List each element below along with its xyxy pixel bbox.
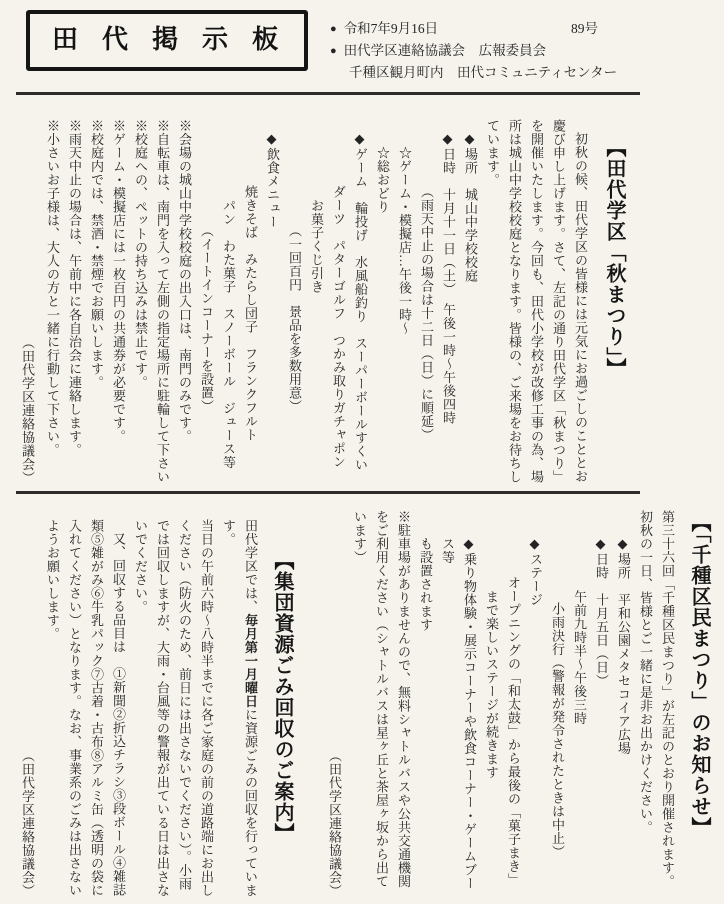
issue-number: 89号 [571,21,598,36]
issue-date-text: 令和7年9月16日 [343,21,439,36]
bullet-icon: ● [330,23,337,35]
recycling-title: 【集団資源ごみ回収のご案内】 [271,549,293,844]
recycling-paragraph-2: 当日の午前六時〜八時半までに各ご家庭の前の道路端にお出しください（防火のため、前日には出さないでください）。小雨では回収しますが、大雨・台風等の警報が出ている日は出さないでください。 [133,518,214,897]
autumn-schedule-dance-line: ☆総おどり [375,145,390,214]
section-divider [16,92,640,95]
section-divider [16,491,640,494]
ward-place-line: ◆場所 平和公園メタセコイア広場 [616,536,631,755]
autumn-festival-title: 【田代学区「秋まつり」】 [603,136,625,379]
autumn-note-item: ※雨天中止の場合は、午前中に各自治会に連絡します。 [67,118,82,457]
ward-intro-line-1: 第三十六回「千種区民まつり」が左記のとおり開催されます。 [660,509,675,888]
recycling-paragraph-1 [217,510,261,900]
recycling-paragraph-3: 又、回収する品目は ①新聞②折込チラシ③段ボール④雑誌類⑤雑がみ⑥牛乳パック⑦古着・古布⑧アルミ缶（透明の袋に入れてください）となります。なお、事業系のごみは出さないようお願いします。 [45,518,126,897]
autumn-food-menu-label: ◆飲食メニュー [265,131,280,229]
ward-signature: （田代学区連絡協議会） [327,749,342,898]
ward-time-line: 午前九時半〜午後三時 [572,589,587,725]
autumn-game-line-2: ダーツ パターゴルフ つかみ取りガチャポン [331,184,346,469]
autumn-note-item: ※小さいお子様は、大人の方と一緒に行動して下さい。 [45,118,60,457]
autumn-place-line: ◆場所 城山中学校校庭 [463,131,478,283]
ward-festival-title: 【「千種区民まつり」のお知らせ】 [688,511,710,838]
autumn-note-item: ※会場の城山中学校校庭の出入口は、南門のみです。 [177,118,192,443]
ward-booth-line-2: も設置されます [418,536,433,632]
issue-date [330,18,438,40]
header-org-line [330,40,642,62]
org-text: 田代学区連絡協議会 広報委員会 [343,42,547,58]
recycling-p1-bold: 毎月第一月曜日 [243,613,258,708]
section-autumn-festival [10,97,641,489]
section-bottom [10,496,724,904]
autumn-datetime-line: ◆日時 十月十一日（土） 午後一時〜午後四時 [441,131,456,425]
autumn-note-item: ※校庭への、ペットの持ち込みは禁止です。 [133,118,148,389]
masthead-box [26,10,308,71]
header-info [330,10,642,84]
autumn-schedule-game-line: ☆ゲーム・模擬店…午後一時〜 [397,145,412,335]
ward-date-line: ◆日時 十月五日（日） [594,536,609,688]
autumn-game-line-1: ◆ゲーム 輪投げ 水風船釣り スーパーボールすくい [353,131,368,472]
header-address-line: 千種区観月町内 田代コミュニティセンター [349,64,618,80]
autumn-food-eatin-note: （イートインコーナーを設置） [199,223,214,413]
recycling-p1-pre: 田代学区では、 [243,518,258,614]
bullet-icon: ● [330,44,337,57]
ward-booth-line-1: ◆乗り物体験・展示コーナーや飲食コーナー・ゲームブース等 [440,536,477,890]
recycling-signature: （田代学区連絡協議会） [20,749,35,898]
ward-stage-line-1: オープニングの「和太鼓」から最後の「菓子まき」 [506,575,521,887]
autumn-game-price-note: （一回百円 景品を多数用意） [287,223,302,413]
ward-intro-line-2: 初秋の一日、皆様とご一緒に是非お出かけください。 [638,509,653,834]
autumn-food-line-2: パン わた菓子 スノーボール ジュース等 [221,198,236,469]
ward-parking-note: ※駐車場がありませんので、無料シャトルバスや公共交通機関をご利用ください（シャトルバスは星ヶ丘と茶屋ヶ坂から出ています） [352,509,411,888]
autumn-intro-paragraph: 初秋の候、田代学区の皆様には元気にお過ごしのこととお慶び申し上げます。さて、左記の通り田代学区「秋まつり」を開催いたします。今回も、田代小学校が改修工事の為、場所は城山中学校校庭となります。皆様の、ご来場をお待ちしています。 [485,118,588,484]
ward-stage-label: ◆ステージ [528,536,543,607]
autumn-signature: （田代学区連絡協議会） [20,336,35,485]
header [10,6,646,90]
masthead-title: 田代掲示板 [52,25,303,54]
ward-rain-line: 小雨決行（警報が発令されたときは中止） [550,601,565,859]
ward-stage-line-2: まで楽しいステージが続きます [484,589,499,779]
autumn-note-item: ※ゲーム・模擬店には一枚百円の共通券が必要です。 [111,118,126,443]
autumn-note-item: ※校庭内では、禁酒・禁煙でお願いします。 [89,118,104,389]
autumn-game-line-3: お菓子くじ引き [309,198,324,294]
autumn-food-line-1: 焼きそば みたらし団子 フランクフルト [243,184,258,442]
autumn-rain-postpone-note: （雨天中止の場合は十二日（日）に順延） [419,184,434,442]
autumn-note-item: ※自転車は、南門を入って左側の指定場所に駐輪して下さい [155,118,170,484]
header-date-line [330,18,642,40]
recycling-p1-post: に資源ごみの回収を行っています。 [221,518,258,897]
